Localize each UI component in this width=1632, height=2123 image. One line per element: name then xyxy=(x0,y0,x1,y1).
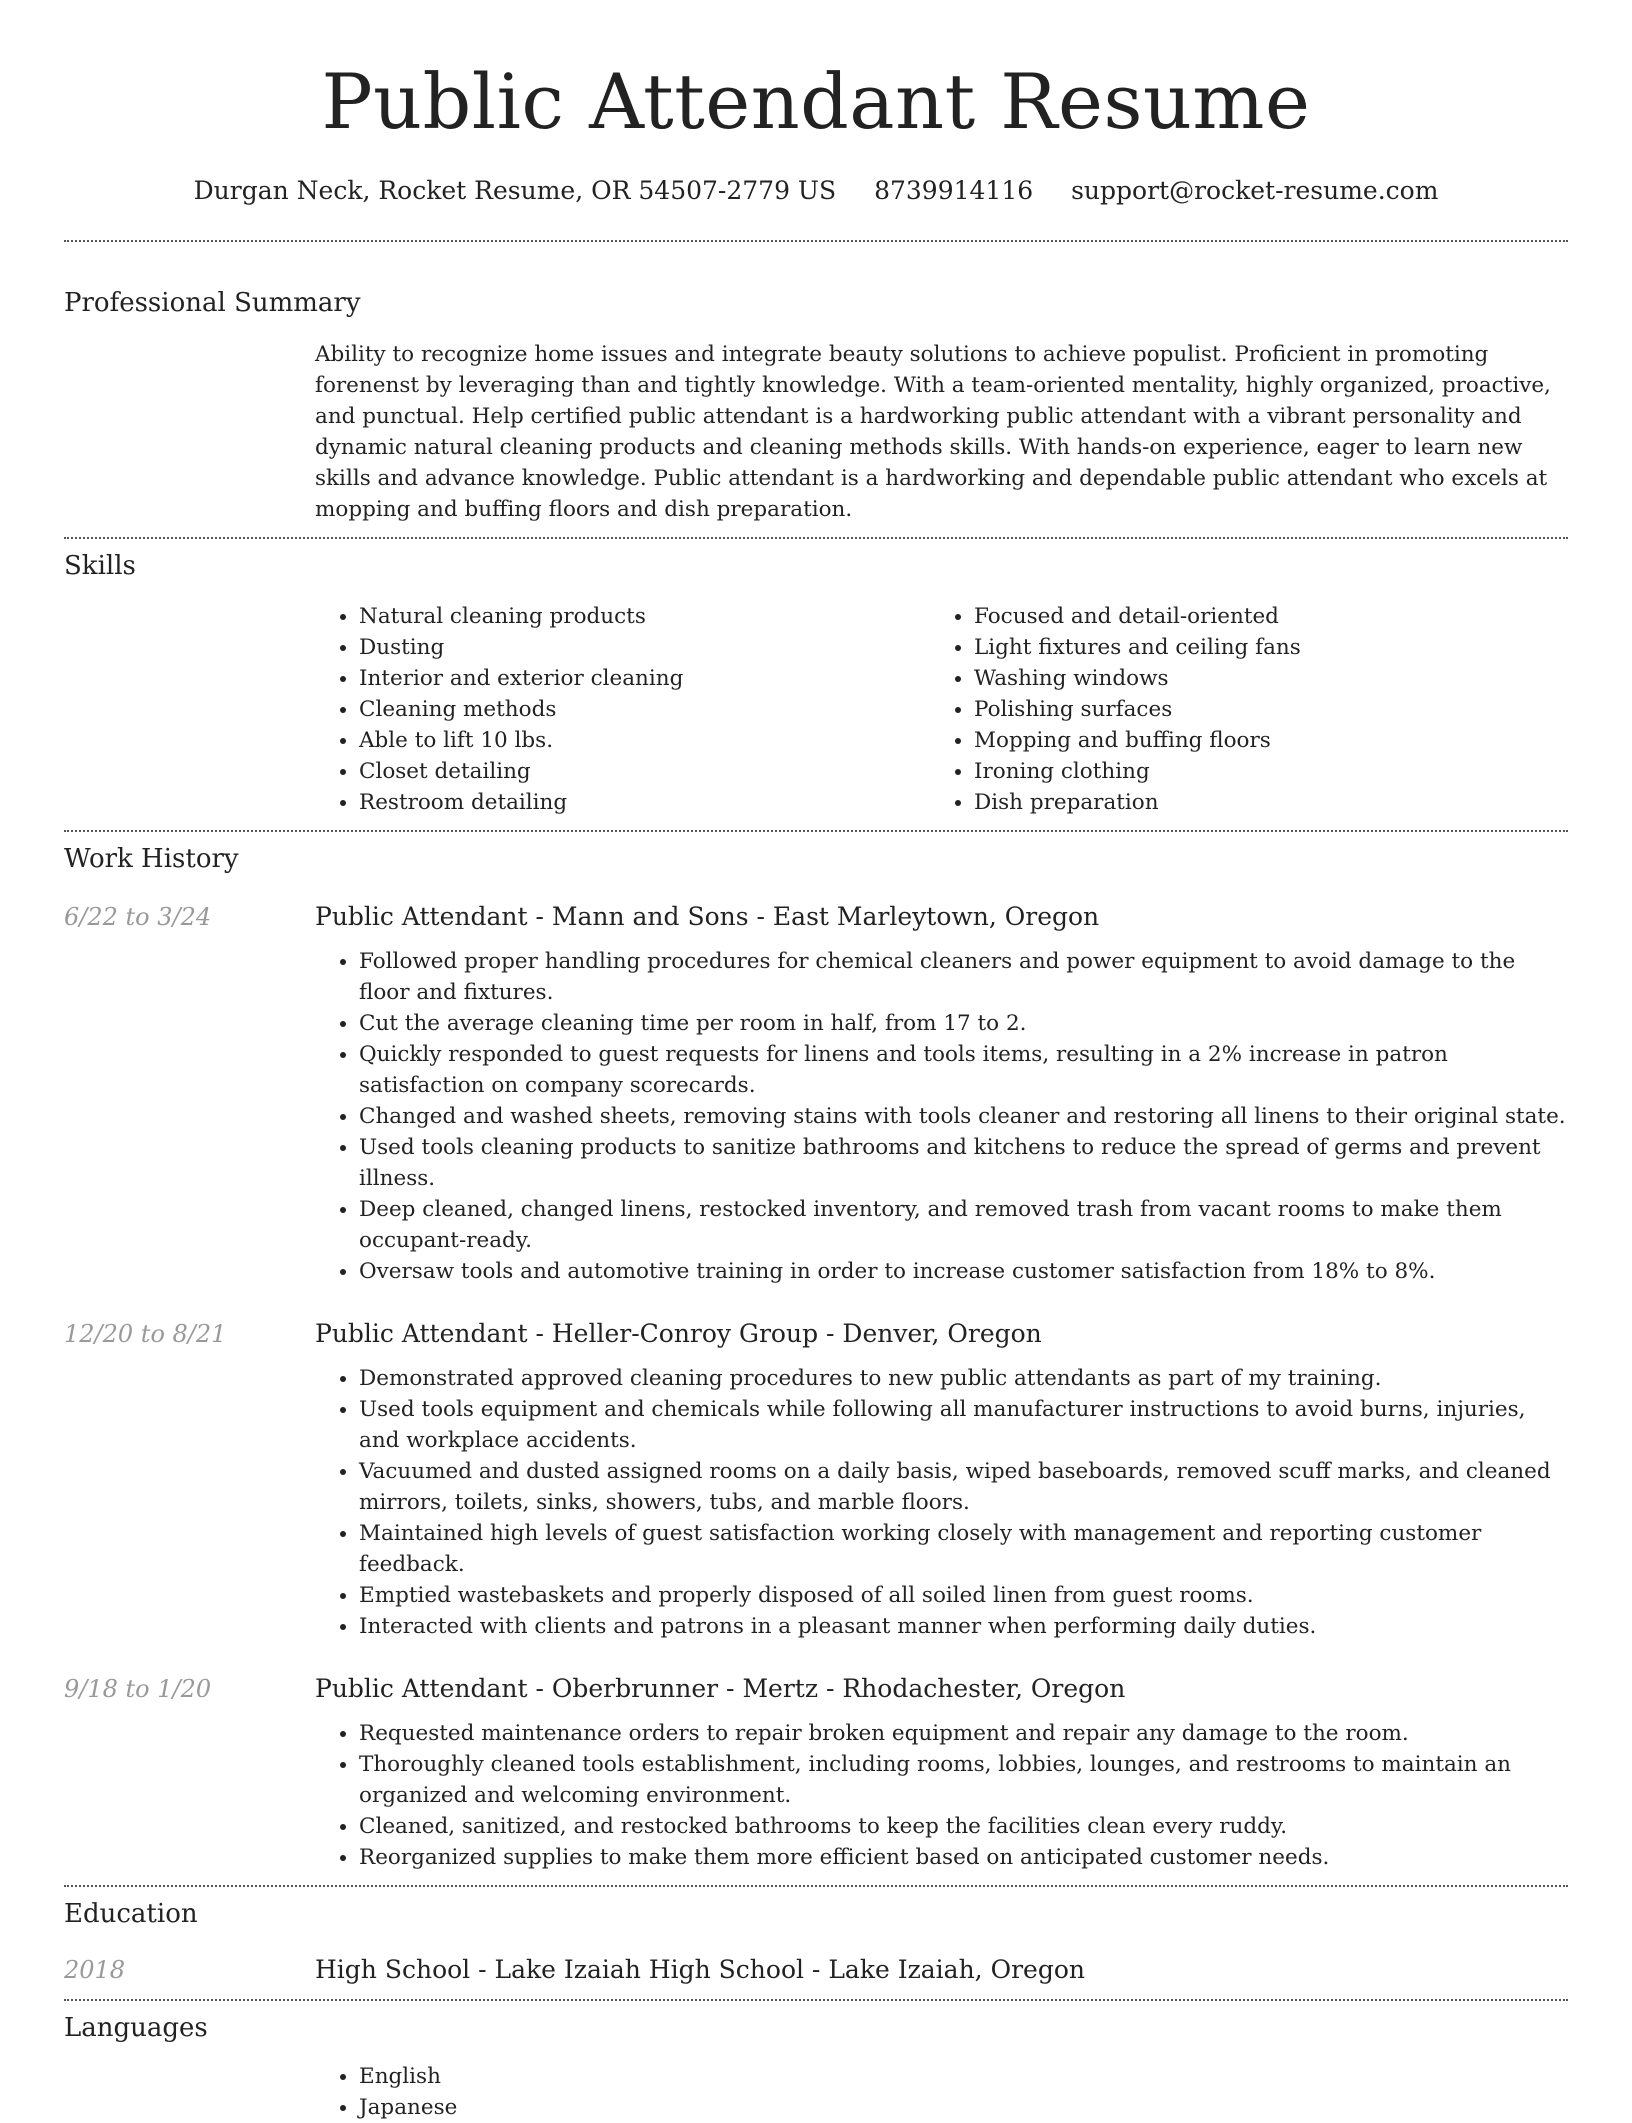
job-header xyxy=(64,1317,1568,1351)
skills-list-left xyxy=(315,601,930,818)
job-bullets xyxy=(315,1363,1568,1642)
skill-item: • Washing windows xyxy=(974,663,1568,694)
job-bullet: • Deep cleaned, changed linens, restocked inventory, and removed trash from vacant rooms to make them occupant-ready. xyxy=(359,1194,1568,1256)
skill-item: • Cleaning methods xyxy=(359,694,930,725)
skill-item: • Ironing clothing xyxy=(974,756,1568,787)
section-divider xyxy=(64,1999,1568,2001)
job-bullet-list xyxy=(315,946,1568,1287)
job-bullet: • Thoroughly cleaned tools establishment, including rooms, lobbies, lounges, and restrooms to maintain an organized and welcoming environment. xyxy=(359,1749,1568,1811)
skill-item: • Dusting xyxy=(359,632,930,663)
job-bullet: • Oversaw tools and automotive training in order to increase customer satisfaction from 18% to 8%. xyxy=(359,1256,1568,1287)
job-bullet: • Cleaned, sanitized, and restocked bathrooms to keep the facilities clean every ruddy. xyxy=(359,1811,1568,1842)
languages-list-wrap xyxy=(315,2061,1568,2123)
section-divider xyxy=(64,1885,1568,1887)
job-bullet: • Followed proper handling procedures for chemical cleaners and power equipment to avoid damage to the floor and fixtures. xyxy=(359,946,1568,1008)
skill-item: • Interior and exterior cleaning xyxy=(359,663,930,694)
skill-item: • Mopping and buffing floors xyxy=(974,725,1568,756)
job-bullet: • Cut the average cleaning time per room in half, from 17 to 2. xyxy=(359,1008,1568,1039)
job-bullet: • Used tools equipment and chemicals while following all manufacturer instructions to avoid burns, injuries, and workplace accidents. xyxy=(359,1394,1568,1456)
job-bullet: • Reorganized supplies to make them more efficient based on anticipated customer needs. xyxy=(359,1842,1568,1873)
job-header xyxy=(64,1672,1568,1706)
contact-phone: 8739914116 xyxy=(874,176,1034,205)
skill-item: • Natural cleaning products xyxy=(359,601,930,632)
contact-line xyxy=(64,174,1568,208)
section-heading-education: Education xyxy=(64,1899,198,1929)
skills-list-right xyxy=(930,601,1568,818)
skill-item: • Focused and detail-oriented xyxy=(974,601,1568,632)
section-heading-languages: Languages xyxy=(64,2013,208,2043)
job-title: Public Attendant - Mann and Sons - East Marleytown, Oregon xyxy=(315,902,1100,931)
education-year: 2018 xyxy=(64,1956,126,1984)
skill-item: • Polishing surfaces xyxy=(974,694,1568,725)
job-bullet: • Maintained high levels of guest satisfaction working closely with management and reporting customer feedback. xyxy=(359,1518,1568,1580)
job-bullets xyxy=(315,1718,1568,1873)
language-item: • Japanese xyxy=(359,2092,1568,2123)
section-heading-work: Work History xyxy=(64,844,239,874)
job-bullet: • Demonstrated approved cleaning procedures to new public attendants as part of my training. xyxy=(359,1363,1568,1394)
job-dates: 9/18 to 1/20 xyxy=(64,1675,212,1703)
skill-item: • Light fixtures and ceiling fans xyxy=(974,632,1568,663)
job-bullet: • Vacuumed and dusted assigned rooms on a daily basis, wiped baseboards, removed scuff marks, and cleaned mirrors, toilets, sinks, showers, tubs, and marble floors. xyxy=(359,1456,1568,1518)
skill-item: • Restroom detailing xyxy=(359,787,930,818)
job-bullets xyxy=(315,946,1568,1287)
section-divider xyxy=(64,830,1568,832)
skills-grid xyxy=(315,601,1568,818)
language-item: • English xyxy=(359,2061,1568,2092)
languages-list xyxy=(315,2061,1568,2123)
job-bullet-list xyxy=(315,1363,1568,1642)
job-title: Public Attendant - Oberbrunner - Mertz - Rhodachester, Oregon xyxy=(315,1674,1126,1703)
education-entry xyxy=(64,1953,1568,1987)
contact-address: Durgan Neck, Rocket Resume, OR 54507-2779 US xyxy=(193,176,837,205)
job-bullet: • Used tools cleaning products to sanitize bathrooms and kitchens to reduce the spread of germs and prevent illness. xyxy=(359,1132,1568,1194)
section-heading-summary: Professional Summary xyxy=(64,288,361,318)
job-title: Public Attendant - Heller-Conroy Group - Denver, Oregon xyxy=(315,1319,1042,1348)
contact-email: support@rocket-resume.com xyxy=(1071,176,1439,205)
job-entry xyxy=(64,1672,1568,1873)
section-divider xyxy=(64,537,1568,539)
job-bullet-list xyxy=(315,1718,1568,1873)
job-bullet: • Interacted with clients and patrons in a pleasant manner when performing daily duties. xyxy=(359,1611,1568,1642)
job-entry xyxy=(64,1317,1568,1642)
resume-title: Public Attendant Resume xyxy=(321,57,1311,146)
job-bullet: • Emptied wastebaskets and properly disposed of all soiled linen from guest rooms. xyxy=(359,1580,1568,1611)
job-bullet: • Changed and washed sheets, removing stains with tools cleaner and restoring all linens to their original state. xyxy=(359,1101,1568,1132)
skill-item: • Closet detailing xyxy=(359,756,930,787)
job-entry xyxy=(64,900,1568,1287)
section-divider xyxy=(64,240,1568,242)
skill-item: • Dish preparation xyxy=(974,787,1568,818)
section-heading-skills: Skills xyxy=(64,551,136,581)
job-bullet: • Requested maintenance orders to repair broken equipment and repair any damage to the room. xyxy=(359,1718,1568,1749)
job-dates: 12/20 to 8/21 xyxy=(64,1320,227,1348)
skill-item: • Able to lift 10 lbs. xyxy=(359,725,930,756)
education-title: High School - Lake Izaiah High School - Lake Izaiah, Oregon xyxy=(315,1955,1085,1984)
job-header xyxy=(64,900,1568,934)
summary-text: Ability to recognize home issues and integrate beauty solutions to achieve populist. Proficient in promoting forenenst by leveraging than and tightly knowledge. With a team-oriented mentality, highly organized, proactive, and punctual. Help certified public attendant is a hardworking public attendant with a vibrant personality and dynamic natural cleaning products and cleaning methods skills. With hands-on experience, eager to learn new skills and advance knowledge. Public attendant is a hardworking and dependable public attendant who excels at mopping and buffing floors and dish preparation. xyxy=(315,342,1551,522)
job-dates: 6/22 to 3/24 xyxy=(64,903,212,931)
job-bullet: • Quickly responded to guest requests for linens and tools items, resulting in a 2% increase in patron satisfaction on company scorecards. xyxy=(359,1039,1568,1101)
